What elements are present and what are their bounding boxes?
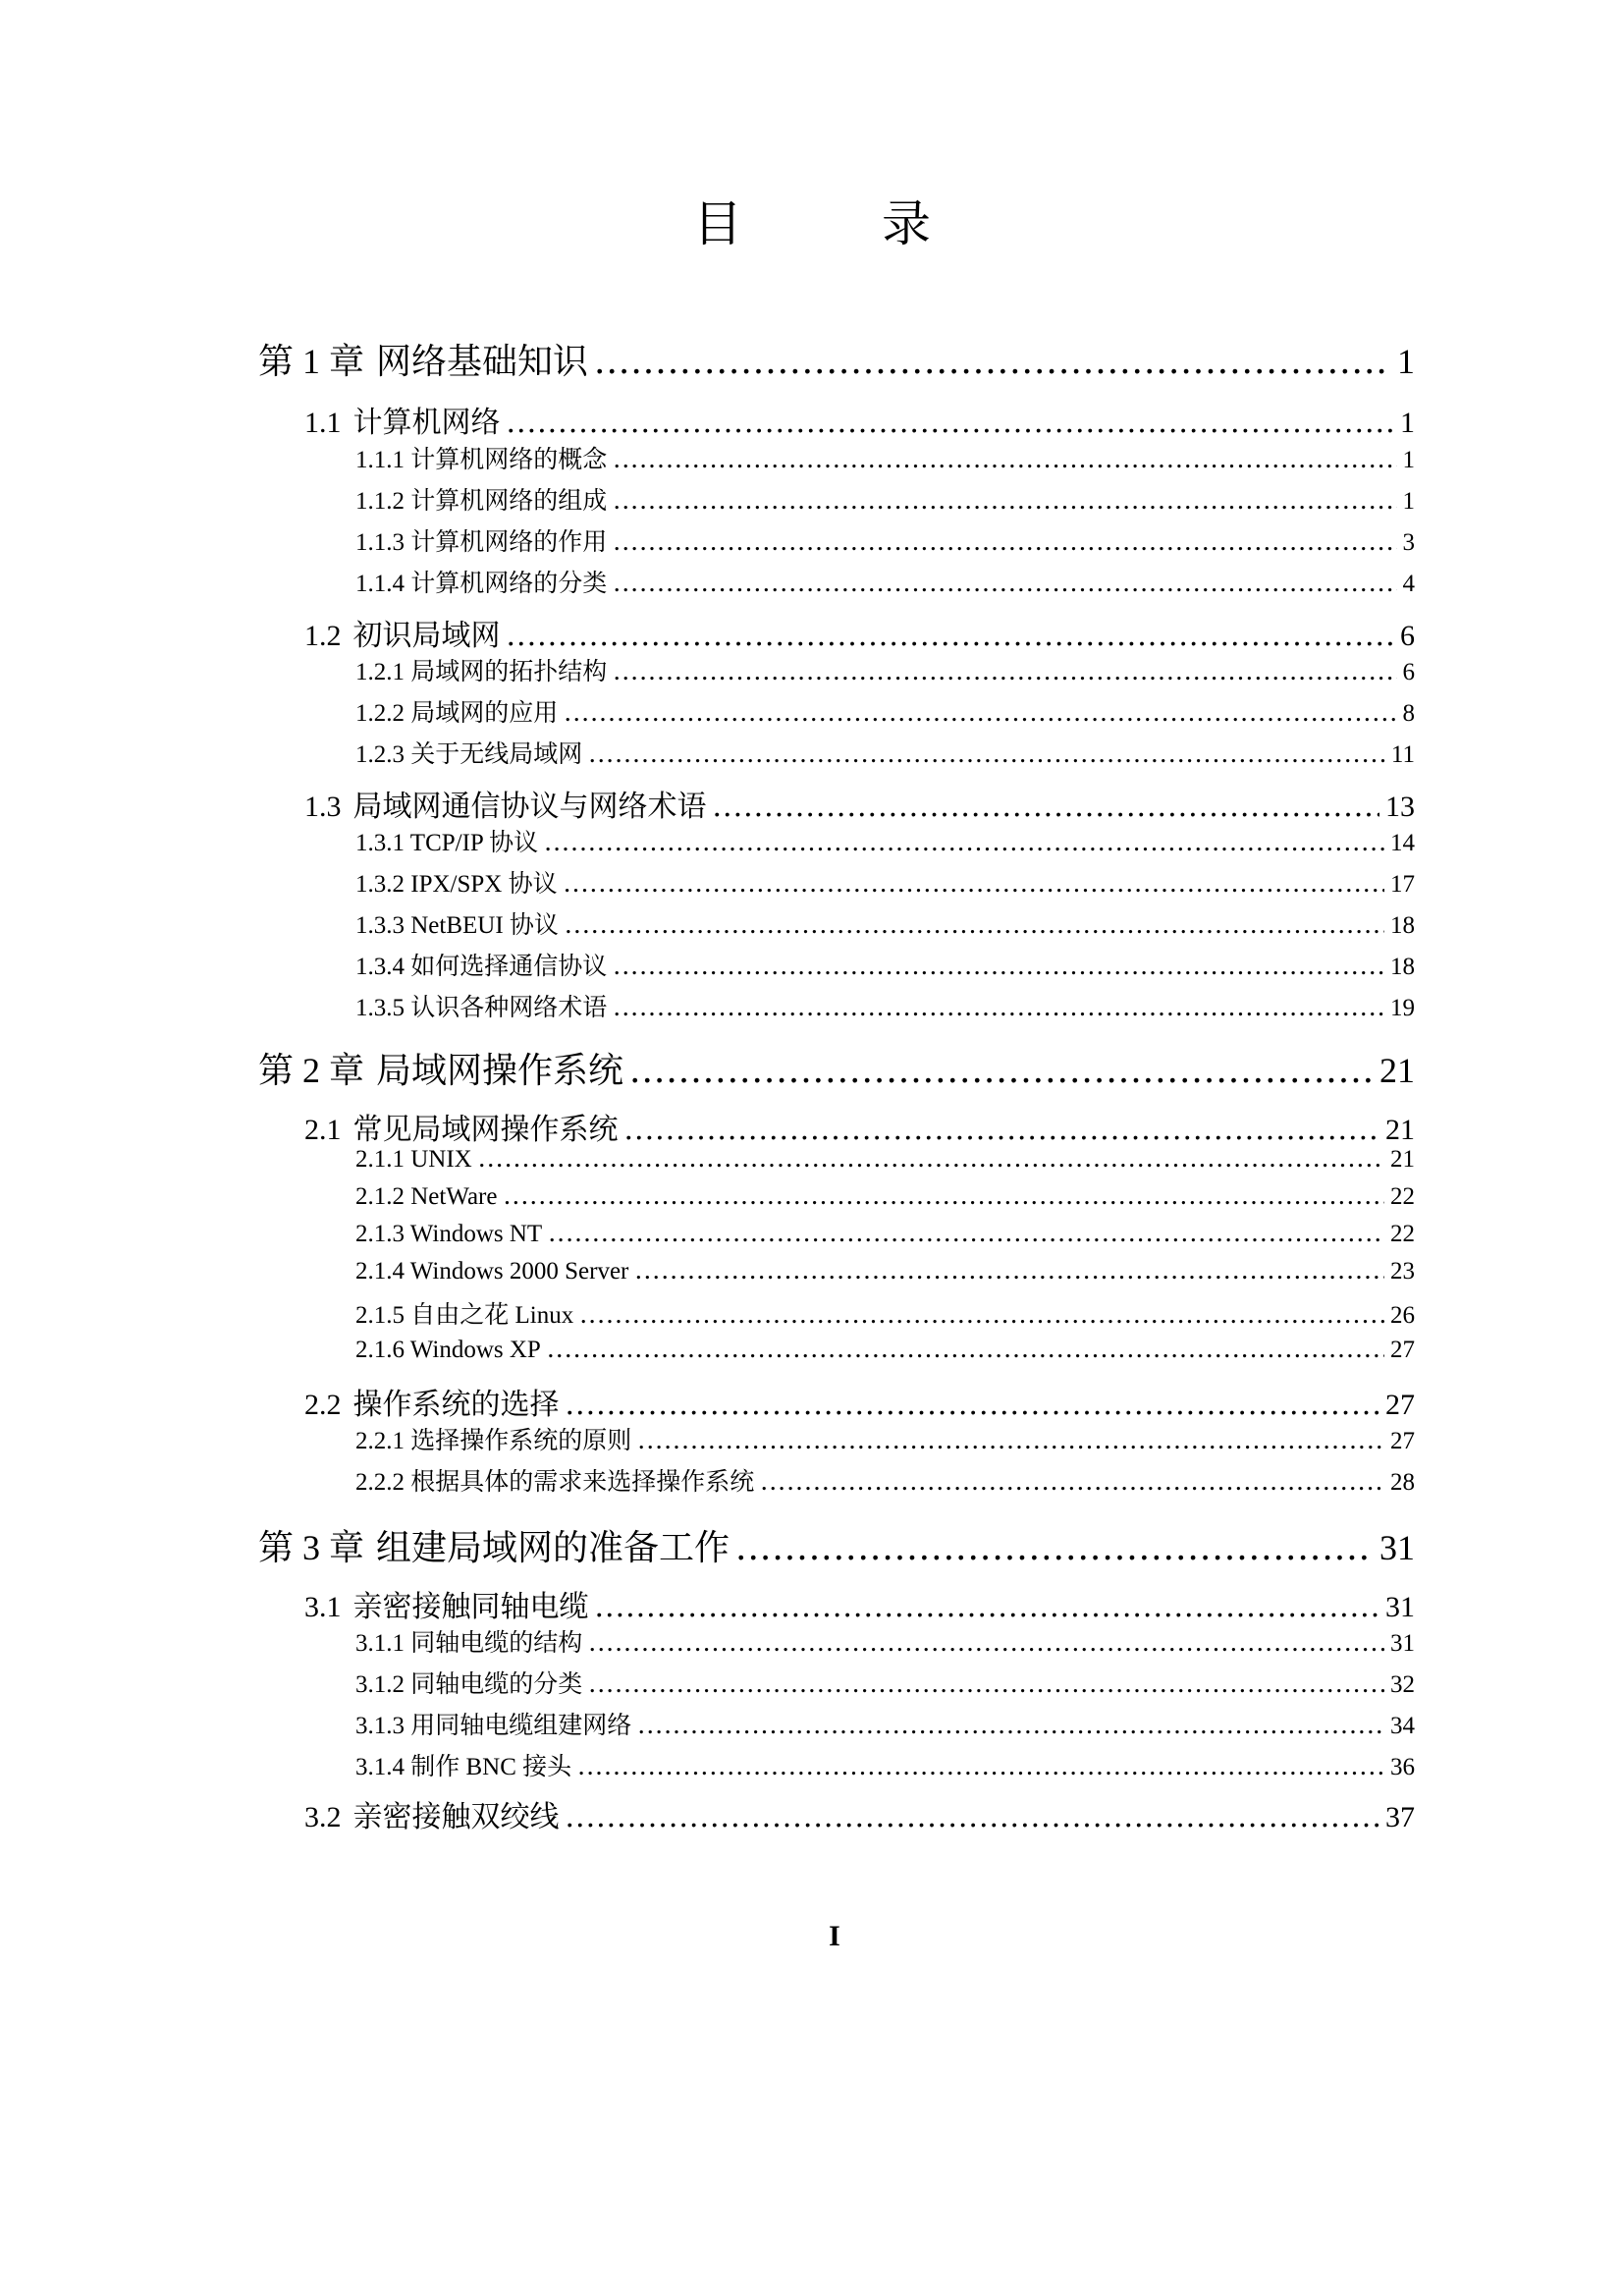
toc-entry-label: 操作系统的选择	[352, 1388, 560, 1422]
dot-leader	[594, 342, 1391, 382]
toc-entry-text: 2.1.5 自由之花 Linux	[355, 1302, 574, 1329]
toc-entry-number: 3.1	[304, 1591, 342, 1623]
toc-entry-number: 1.3	[304, 791, 342, 823]
dot-leader	[588, 739, 1385, 768]
toc-entry-text: 1.2.1 局域网的拓扑结构	[355, 659, 608, 685]
toc-entry[interactable]	[355, 1295, 1415, 1331]
toc-entry[interactable]	[304, 782, 1415, 825]
toc-page-number: 27	[1390, 1428, 1415, 1454]
toc-entry[interactable]	[355, 522, 1415, 558]
page-number-footer: I	[829, 1920, 840, 1952]
toc-entry[interactable]	[355, 1665, 1415, 1700]
toc-entry[interactable]	[355, 1462, 1415, 1498]
toc-entry-number: 1.1	[304, 407, 342, 439]
toc-entry-text: 1.1.4 计算机网络的分类	[355, 571, 608, 597]
dot-leader	[577, 1752, 1384, 1780]
toc-page-number: 34	[1390, 1713, 1415, 1739]
toc-page-number: 31	[1390, 1630, 1415, 1657]
toc-entry-label: 网络基础知识	[376, 342, 589, 382]
dot-leader	[588, 1628, 1384, 1657]
toc-entry[interactable]	[355, 693, 1415, 729]
dot-leader	[760, 1467, 1384, 1496]
dot-leader	[613, 993, 1384, 1021]
toc-entry-text: 1.3.2 IPX/SPX 协议	[355, 871, 558, 898]
toc-entry-number: 2.2	[304, 1389, 342, 1421]
dot-leader	[613, 569, 1396, 597]
toc-page-number: 18	[1390, 954, 1415, 980]
toc-entry[interactable]	[304, 1105, 1415, 1148]
toc-entry[interactable]	[355, 1335, 1415, 1364]
toc-entry-text: 2.2.1 选择操作系统的原则	[355, 1428, 632, 1454]
toc-entry[interactable]	[355, 947, 1415, 982]
toc-entry-text: 2.1.1 UNIX	[355, 1146, 472, 1173]
toc-page-number: 28	[1390, 1469, 1415, 1496]
toc-entry-text: 2.1.2 NetWare	[355, 1183, 498, 1210]
toc-entry-heading	[258, 1520, 730, 1570]
toc-entry-heading	[304, 398, 501, 441]
toc-page-number: 27	[1385, 1389, 1415, 1421]
dot-leader	[565, 910, 1384, 939]
toc-entry-number: 2.1	[304, 1114, 342, 1146]
toc-page-number: 27	[1390, 1337, 1415, 1363]
toc-entry-text: 1.3.3 NetBEUI 协议	[355, 912, 559, 939]
toc-entry-text: 1.3.1 TCP/IP 协议	[355, 830, 539, 856]
toc-page-number: 14	[1390, 830, 1415, 856]
toc-entry[interactable]	[355, 481, 1415, 517]
dot-leader	[547, 1335, 1384, 1363]
dot-leader	[713, 790, 1380, 824]
toc-page-number: 1	[1397, 342, 1415, 381]
toc-entry[interactable]	[355, 1144, 1415, 1174]
toc-entry-heading	[304, 1792, 560, 1835]
toc-page-number: 13	[1385, 791, 1415, 823]
toc-entry-number: 第 2 章	[258, 1051, 365, 1090]
toc-entry-label: 亲密接触同轴电缆	[352, 1590, 589, 1624]
dot-leader	[735, 1528, 1374, 1568]
toc-entry[interactable]	[355, 652, 1415, 687]
toc-entry[interactable]	[258, 1520, 1415, 1570]
toc-page-number: 32	[1390, 1671, 1415, 1698]
toc-entry-heading	[304, 782, 707, 825]
toc-entry-text: 2.2.2 根据具体的需求来选择操作系统	[355, 1469, 755, 1496]
toc-page-number: 6	[1402, 659, 1415, 685]
toc-entry[interactable]	[355, 1747, 1415, 1782]
toc-entry[interactable]	[355, 1256, 1415, 1285]
toc-entry-heading	[258, 1043, 623, 1093]
toc-entry[interactable]	[355, 1181, 1415, 1211]
dot-leader	[629, 1051, 1374, 1091]
dot-leader	[613, 527, 1396, 556]
toc-entry-label: 局域网通信协议与网络术语	[352, 790, 707, 824]
toc-entry-label: 计算机网络	[352, 406, 501, 440]
toc-entry-heading	[304, 611, 501, 654]
dot-leader	[613, 657, 1396, 685]
toc-page-number: 22	[1390, 1183, 1415, 1210]
toc-entry-number: 第 1 章	[258, 342, 365, 381]
toc-entry-text: 2.1.4 Windows 2000 Server	[355, 1258, 629, 1285]
toc-entry-text: 1.3.5 认识各种网络术语	[355, 995, 608, 1021]
toc-entry-text: 3.1.4 制作 BNC 接头	[355, 1754, 572, 1780]
dot-leader	[548, 1219, 1384, 1247]
toc-page-number: 3	[1402, 529, 1415, 556]
dot-leader	[507, 406, 1395, 440]
toc-page-number: 21	[1385, 1114, 1415, 1146]
toc-entry[interactable]	[355, 1219, 1415, 1248]
toc-entry[interactable]	[355, 905, 1415, 941]
toc-entry-label: 局域网操作系统	[376, 1051, 624, 1091]
toc-entry-text: 1.3.4 如何选择通信协议	[355, 954, 608, 980]
toc-entry-text: 1.2.3 关于无线局域网	[355, 741, 583, 768]
dot-leader	[564, 869, 1384, 898]
toc-entry[interactable]	[258, 334, 1415, 384]
toc-page-number: 21	[1379, 1051, 1415, 1090]
toc-entry-label: 常见局域网操作系统	[352, 1113, 619, 1147]
toc-entry-text: 1.1.1 计算机网络的概念	[355, 447, 608, 473]
toc-page-number: 8	[1402, 700, 1415, 727]
toc-page-number: 1	[1400, 407, 1415, 439]
dot-leader	[613, 445, 1396, 473]
toc-page-number: 4	[1402, 571, 1415, 597]
dot-leader	[544, 828, 1384, 856]
toc-entry[interactable]	[355, 735, 1415, 770]
toc-entry[interactable]	[304, 398, 1415, 441]
toc-entry-number: 3.2	[304, 1801, 342, 1833]
toc-page-number: 36	[1390, 1754, 1415, 1780]
toc-entry-label: 组建局域网的准备工作	[376, 1528, 730, 1568]
dot-leader	[564, 698, 1396, 727]
dot-leader	[478, 1144, 1384, 1173]
toc-entry-heading	[304, 1582, 589, 1625]
toc-entry-text: 1.1.2 计算机网络的组成	[355, 488, 608, 515]
toc-page-number: 23	[1390, 1258, 1415, 1285]
toc-page-number: 19	[1390, 995, 1415, 1021]
dot-leader	[613, 486, 1396, 515]
toc-page-number: 22	[1390, 1221, 1415, 1247]
toc-page-number: 18	[1390, 912, 1415, 939]
dot-leader	[507, 619, 1395, 653]
dot-leader	[634, 1256, 1384, 1285]
dot-leader	[588, 1669, 1384, 1698]
toc-entry-text: 3.1.1 同轴电缆的结构	[355, 1630, 583, 1657]
page-title: 目 录	[693, 195, 976, 252]
dot-leader	[579, 1300, 1384, 1329]
toc-page-number: 31	[1379, 1528, 1415, 1567]
dot-leader	[566, 1800, 1380, 1834]
dot-leader	[595, 1590, 1380, 1624]
toc-entry-heading	[258, 334, 588, 384]
toc-entry-text: 3.1.2 同轴电缆的分类	[355, 1671, 583, 1698]
toc-entry[interactable]	[304, 1792, 1415, 1835]
toc-entry-text: 1.1.3 计算机网络的作用	[355, 529, 608, 556]
toc-entry[interactable]	[355, 864, 1415, 900]
toc-entry[interactable]	[355, 440, 1415, 475]
toc-page-number: 31	[1385, 1591, 1415, 1623]
toc-entry-text: 2.1.6 Windows XP	[355, 1337, 541, 1363]
dot-leader	[566, 1388, 1380, 1422]
dot-leader	[503, 1181, 1384, 1210]
dot-leader	[637, 1711, 1384, 1739]
toc-entry-number: 1.2	[304, 620, 342, 652]
toc-page-number: 1	[1402, 447, 1415, 473]
toc-page-number: 6	[1400, 620, 1415, 652]
toc-entry-label: 亲密接触双绞线	[352, 1800, 560, 1834]
toc-entry[interactable]	[304, 1380, 1415, 1423]
toc-entry[interactable]	[355, 564, 1415, 599]
toc-page-number: 17	[1390, 871, 1415, 898]
dot-leader	[613, 952, 1384, 980]
toc-entry-text: 3.1.3 用同轴电缆组建网络	[355, 1713, 632, 1739]
dot-leader	[637, 1426, 1384, 1454]
toc-entry-heading	[304, 1105, 619, 1148]
toc-page-number: 37	[1385, 1801, 1415, 1833]
toc-entry-text: 2.1.3 Windows NT	[355, 1221, 543, 1247]
toc-entry[interactable]	[258, 1043, 1415, 1093]
toc-entry-number: 第 3 章	[258, 1528, 365, 1567]
toc-entry[interactable]	[355, 1421, 1415, 1456]
toc-entry[interactable]	[304, 1582, 1415, 1625]
toc-entry[interactable]	[355, 988, 1415, 1023]
toc-page-number: 26	[1390, 1302, 1415, 1329]
toc-entry[interactable]	[355, 1623, 1415, 1659]
toc-entry-text: 1.2.2 局域网的应用	[355, 700, 559, 727]
toc-page-number: 11	[1390, 741, 1415, 768]
toc-entry-label: 初识局域网	[352, 619, 501, 653]
toc-entry[interactable]	[355, 823, 1415, 858]
toc-entry[interactable]	[355, 1706, 1415, 1741]
toc-page-number: 21	[1390, 1146, 1415, 1173]
toc-entry[interactable]	[304, 611, 1415, 654]
dot-leader	[624, 1113, 1380, 1147]
toc-page-number: 1	[1402, 488, 1415, 515]
toc-entry-heading	[304, 1380, 560, 1423]
